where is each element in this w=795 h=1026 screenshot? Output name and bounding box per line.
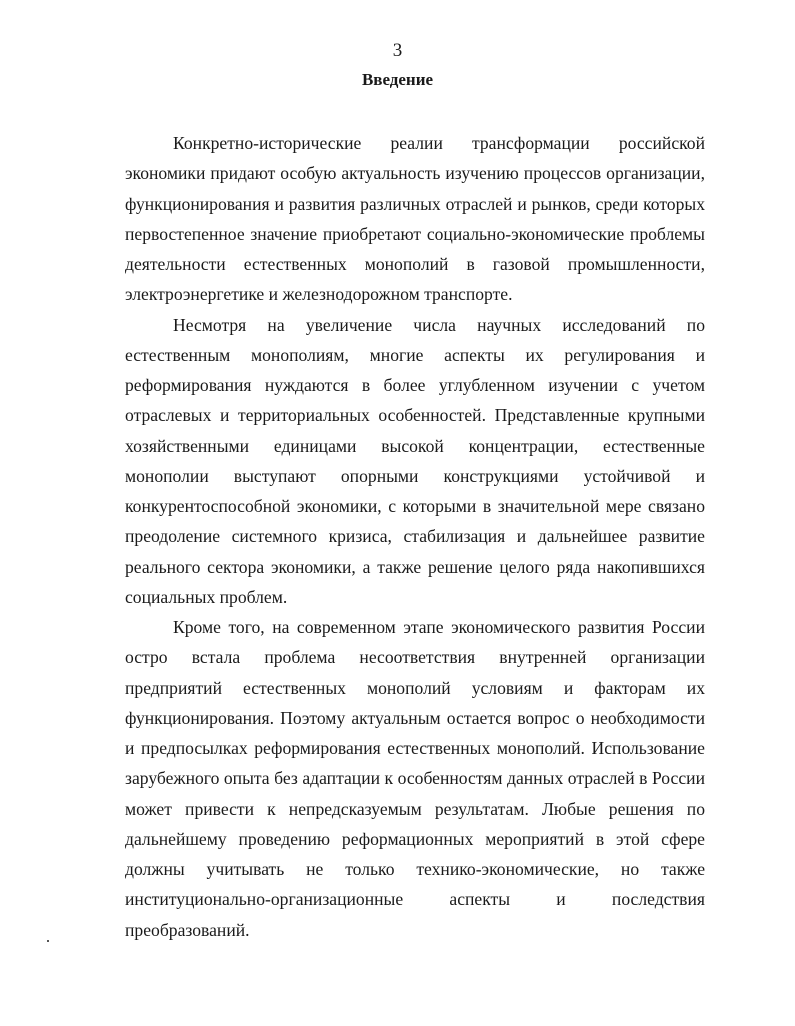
paragraph-2: Несмотря на увеличение числа научных исследований по естественным монополиям, многие аспекты их регулирования и реформирования нуждаются в более углубленном изучении с учетом отраслевых и территориальных особенностей. Представленные крупными хозяйственными единицами высокой концентрации, естественные монополии выступают опорными конструкциями устойчивой и конкурентоспособной экономики, с которыми в значительной мере связано преодоление системного кризиса, стабилизация и дальнейшее развитие реального сектора экономики, а также решение целого ряда накопившихся социальных проблем. bbox=[125, 314, 705, 607]
body-text bbox=[125, 128, 705, 945]
scan-speck bbox=[47, 940, 49, 942]
paragraph-3: Кроме того, на современном этапе экономического развития России остро встала проблема несоответствия внутренней организации предприятий естественных монополий условиям и факторам их функционирования. Поэтому актуальным остается вопрос о необходимости и предпосылках реформирования естественных монополий. Использование зарубежного опыта без адаптации к особенностям данных отраслей в России может привести к непредсказуемым результатам. Любые решения по дальнейшему проведению реформационных мероприятий в этой сфере должны учитывать не только технико-экономические, но также институционально-организационные аспекты и последствия преобразований. bbox=[125, 617, 705, 940]
section-title: Введение bbox=[361, 70, 434, 89]
page-number: 3 bbox=[392, 40, 403, 61]
paragraph-1: Конкретно-исторические реалии трансформации российской экономики придают особую актуальность изучению процессов организации, функционирования и развития различных отраслей и рынков, среди которых первостепенное значение приобретают социально-экономические проблемы деятельности естественных монополий в газовой промышленности, электроэнергетике и железнодорожном транспорте. bbox=[125, 133, 705, 305]
